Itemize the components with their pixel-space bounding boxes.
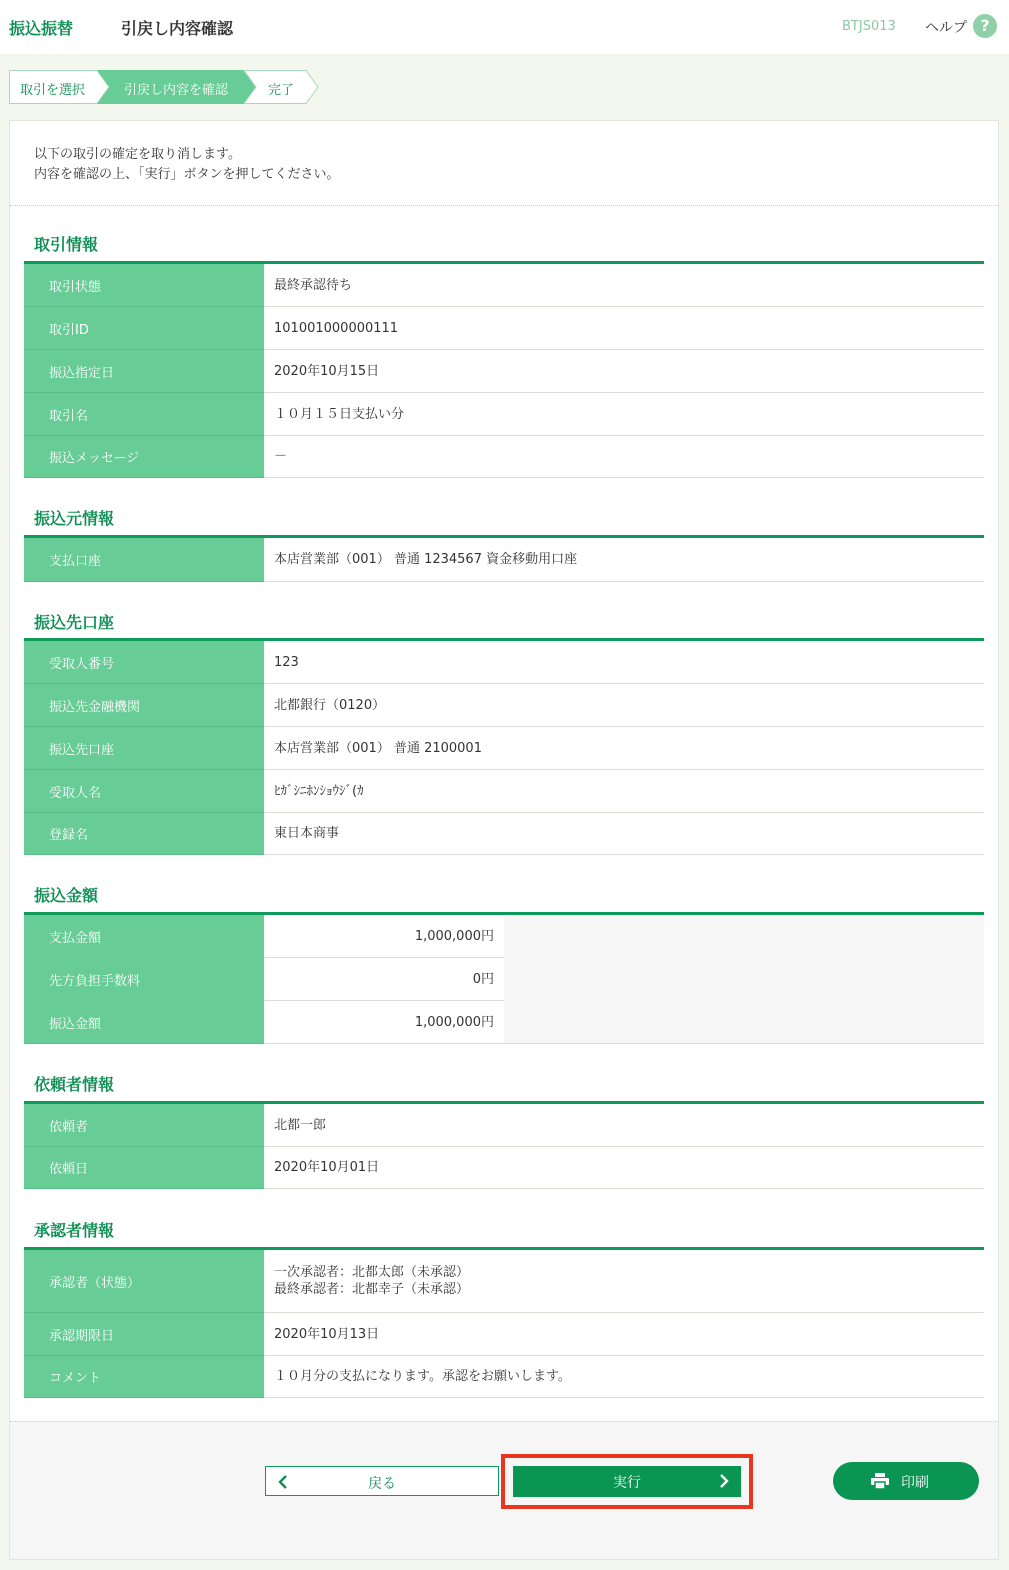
row-label: 取引ID [24,307,264,350]
back-button-label: 戻る [368,1476,396,1492]
section-title-destination: 振込先口座 [34,613,115,632]
table-row [24,1313,984,1356]
section-title-amount: 振込金額 [34,886,99,905]
row-label: コメント [24,1356,264,1398]
row-value: 東日本商事 [274,826,340,841]
requester-table [24,1101,984,1189]
row-value: 北都一郎 [274,1117,327,1133]
table-row [24,264,984,307]
row-label: 支払口座 [24,538,264,582]
table-row [24,538,984,582]
transaction-table [24,261,984,478]
row-value: 2020年10月15日 [274,363,380,379]
row-value: 本店営業部（001） 普通 1234567 資金移動用口座 [274,552,578,567]
table-row [24,684,984,727]
row-value: 最終承認待ち [274,277,353,293]
row-value: 2020年10月13日 [274,1326,380,1342]
section-title-transaction: 取引情報 [34,235,99,254]
table-row [24,350,984,393]
source-table [24,535,984,582]
row-label: 振込先口座 [24,727,264,770]
print-button-label: 印刷 [901,1475,929,1491]
step-complete: 完了 [268,83,295,98]
row-value: ﾋｶﾞｼﾆﾎﾝｼｮｳｼﾞ(ｶ [274,783,364,799]
row-label: 振込先金融機関 [24,684,264,727]
row-label: 依頼者 [24,1104,264,1147]
page-title: 引戻し内容確認 [121,19,234,38]
table-row [24,813,984,855]
table-row [24,727,984,770]
empty-cell [504,1001,984,1043]
row-label: 取引名 [24,393,264,436]
row-label: 振込指定日 [24,350,264,393]
section-title-requester: 依頼者情報 [34,1075,115,1094]
row-value: 101001000000111 [274,320,399,336]
module-name: 振込振替 [9,19,74,38]
screen-id: BTJS013 [842,19,896,34]
intro-line-1: 以下の取引の確定を取り消します。 [34,147,241,162]
row-value: 北都銀行（0120） [274,697,386,713]
row-value: 2020年10月01日 [274,1160,380,1175]
table-row [24,641,984,684]
step-indicator [9,70,329,104]
table-row [24,1104,984,1147]
row-label: 振込メッセージ [24,436,264,478]
row-value: １０月１５日支払い分 [274,406,405,422]
empty-cell [504,915,984,958]
table-row [24,436,984,478]
section-title-source: 振込元情報 [34,509,115,528]
back-button[interactable] [265,1466,499,1496]
table-row [24,958,984,1001]
section-title-approver: 承認者情報 [34,1221,115,1240]
button-area [10,1421,998,1559]
row-value: 1,000,000円 [264,1001,504,1043]
table-row [24,770,984,813]
row-label: 受取人番号 [24,641,264,684]
approver-status-line-2: 最終承認者：北都幸子（未承認） [274,1282,470,1297]
print-button[interactable] [833,1462,979,1500]
row-value: － [274,449,288,464]
execute-button[interactable] [513,1466,741,1497]
row-value: 0円 [264,958,504,1001]
table-row [24,307,984,350]
row-label: 先方負担手数料 [24,958,264,1002]
destination-table [24,638,984,855]
table-row [24,1001,984,1043]
approver-status-line-1: 一次承認者：北都太郎（未承認） [274,1265,470,1280]
row-value: 本店営業部（001） 普通 2100001 [274,740,482,756]
execute-button-label: 実行 [613,1475,641,1491]
row-label: 承認期限日 [24,1313,264,1356]
empty-cell [504,958,984,1001]
table-row [24,393,984,436]
approver-status [264,1250,984,1312]
intro-line-2: 内容を確認の上、「実行」ボタンを押してください。 [34,167,340,182]
table-row [24,915,984,958]
table-row [24,1356,984,1398]
execute-highlight [501,1454,753,1509]
divider [10,1421,998,1422]
row-label: 依頼日 [24,1147,264,1189]
row-label: 支払金額 [24,915,264,959]
chevron-right-icon [717,1473,731,1489]
row-label: 承認者（状態） [24,1250,264,1313]
intro-message [34,145,340,185]
row-value: 123 [274,654,299,670]
page-header [0,0,1009,54]
help-link[interactable]: ヘルプ [925,20,967,36]
amount-table [24,912,984,1044]
row-label: 登録名 [24,813,264,855]
main-panel [9,120,999,1560]
step-select: 取引を選択 [20,83,86,98]
divider [10,205,998,206]
row-label: 取引状態 [24,264,264,307]
table-row [24,1147,984,1189]
row-label: 受取人名 [24,770,264,813]
table-row [24,1250,984,1313]
step-confirm-current: 引戻し内容を確認 [124,83,229,98]
row-value: １０月分の支払になります。承認をお願いします。 [274,1369,571,1384]
row-value: 1,000,000円 [264,915,504,958]
printer-icon [871,1473,889,1489]
row-label: 振込金額 [24,1001,264,1044]
help-icon[interactable]: ? [973,14,997,38]
approver-table [24,1247,984,1398]
